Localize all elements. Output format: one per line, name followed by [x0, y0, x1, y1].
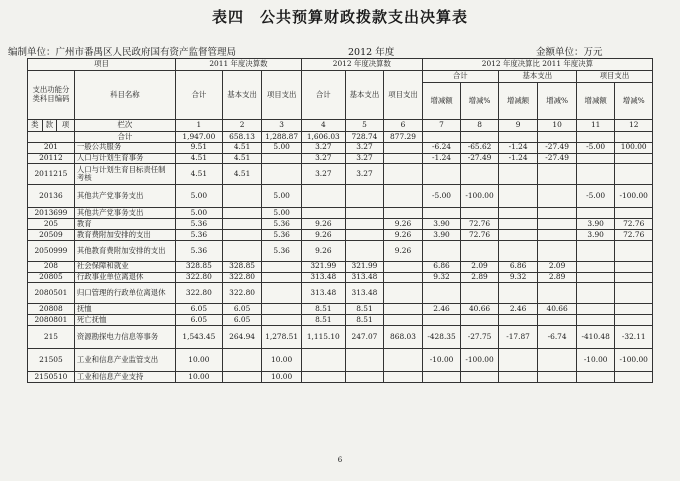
table-row: [28, 315, 653, 326]
value-cell: [384, 304, 423, 315]
table-row: [28, 142, 653, 153]
value-cell: 1,115.10: [301, 325, 345, 348]
value-cell: [576, 315, 615, 326]
value-cell: 6.86: [422, 261, 461, 272]
value-cell: [222, 208, 262, 219]
value-cell: [262, 272, 302, 283]
value-cell: 3.90: [576, 219, 615, 230]
value-cell: 72.76: [461, 229, 498, 240]
value-cell: 5.00: [262, 142, 302, 153]
subject-code: 20509: [28, 229, 75, 240]
value-cell: [461, 283, 498, 304]
value-cell: 3.27: [301, 142, 345, 153]
table-row: [28, 185, 653, 208]
value-cell: 247.07: [345, 325, 384, 348]
value-cell: [384, 208, 423, 219]
value-cell: [384, 315, 423, 326]
table-row: [28, 325, 653, 348]
value-cell: [262, 261, 302, 272]
value-cell: 321.99: [301, 261, 345, 272]
value-cell: [461, 315, 498, 326]
value-cell: 4.51: [175, 164, 222, 185]
subject-code: 20805: [28, 272, 75, 283]
header-prev-year: 2011 年度决算数: [175, 59, 301, 71]
value-cell: -10.00: [576, 348, 615, 371]
header-inc-rate: 增减%: [538, 83, 577, 120]
value-cell: 5.36: [262, 219, 302, 230]
header-project: 项目: [28, 59, 176, 71]
value-cell: 40.66: [538, 304, 577, 315]
header-inc-rate: 增减%: [461, 83, 498, 120]
value-cell: [538, 283, 577, 304]
table-row: [28, 208, 653, 219]
subject-name: 教育费附加安排的支出: [74, 229, 175, 240]
value-cell: 3.27: [345, 142, 384, 153]
value-cell: -100.00: [615, 348, 653, 371]
value-cell: [461, 240, 498, 261]
subject-name: 一般公共服务: [74, 142, 175, 153]
value-cell: [222, 185, 262, 208]
col-num: 1: [175, 120, 222, 132]
value-cell: [576, 153, 615, 164]
fiscal-year: 2012 年度: [348, 47, 395, 58]
value-cell: 10.00: [175, 371, 222, 382]
header-item: 项: [57, 120, 75, 132]
value-cell: [301, 371, 345, 382]
subject-name: 人口与计划生育事务: [74, 153, 175, 164]
value-cell: 8.51: [301, 315, 345, 326]
value-cell: 1,278.51: [262, 325, 302, 348]
subject-name: 资源勘探电力信息等事务: [74, 325, 175, 348]
value-cell: 3.27: [301, 164, 345, 185]
value-cell: 9.26: [301, 219, 345, 230]
table-row: [28, 283, 653, 304]
value-cell: [345, 185, 384, 208]
value-cell: [345, 229, 384, 240]
value-cell: 313.48: [301, 283, 345, 304]
value-cell: [538, 348, 577, 371]
value-cell: [576, 208, 615, 219]
col-num: 7: [422, 120, 461, 132]
value-cell: 2.46: [422, 304, 461, 315]
value-cell: [538, 315, 577, 326]
value-cell: 328.85: [175, 261, 222, 272]
subject-code: 2080501: [28, 283, 75, 304]
value-cell: [498, 371, 538, 382]
value-cell: [498, 164, 538, 185]
subject-name: 工业和信息产业支持: [74, 371, 175, 382]
value-cell: [222, 348, 262, 371]
col-num: 2: [222, 120, 262, 132]
value-cell: -6.24: [422, 142, 461, 153]
value-cell: 40.66: [461, 304, 498, 315]
subject-name: 社会保障和就业: [74, 261, 175, 272]
col-num: 6: [384, 120, 423, 132]
value-cell: 6.05: [175, 304, 222, 315]
value-cell: 5.00: [175, 208, 222, 219]
col-num: 3: [262, 120, 302, 132]
value-cell: 4.51: [222, 142, 262, 153]
value-cell: [262, 304, 302, 315]
header-inc-amt: 增减额: [422, 83, 461, 120]
subject-code: 2080801: [28, 315, 75, 326]
value-cell: [498, 208, 538, 219]
value-cell: 10.00: [175, 348, 222, 371]
value-cell: 868.03: [384, 325, 423, 348]
value-cell: 8.51: [301, 304, 345, 315]
value-cell: [538, 229, 577, 240]
page-title: 表四 公共预算财政拨款支出决算表: [211, 8, 468, 26]
value-cell: [422, 240, 461, 261]
subject-name: 死亡抚恤: [74, 315, 175, 326]
table-row: [28, 240, 653, 261]
value-cell: [345, 208, 384, 219]
value-cell: [422, 208, 461, 219]
value-cell: [538, 240, 577, 261]
value-cell: 72.76: [461, 219, 498, 230]
subject-code: 2050999: [28, 240, 75, 261]
header-subject-name: 科目名称: [74, 71, 175, 120]
subject-name: 其他教育费附加安排的支出: [74, 240, 175, 261]
value-cell: 264.94: [222, 325, 262, 348]
value-cell: 321.99: [345, 261, 384, 272]
value-cell: -17.87: [498, 325, 538, 348]
value-cell: [262, 153, 302, 164]
value-cell: -32.11: [615, 325, 653, 348]
value-cell: 72.76: [615, 229, 653, 240]
value-cell: [615, 208, 653, 219]
value-cell: [615, 371, 653, 382]
value-cell: [262, 315, 302, 326]
value-cell: -1.24: [422, 153, 461, 164]
column-number-row: [28, 120, 653, 132]
value-cell: 9.26: [384, 229, 423, 240]
value-cell: [538, 208, 577, 219]
value-cell: [384, 153, 423, 164]
value-cell: 4.51: [222, 153, 262, 164]
table-row: [28, 164, 653, 185]
value-cell: 322.80: [175, 272, 222, 283]
value-cell: 313.48: [345, 272, 384, 283]
value-cell: 322.80: [175, 283, 222, 304]
value-cell: 3.27: [301, 153, 345, 164]
value-cell: 8.51: [345, 304, 384, 315]
value-cell: [615, 164, 653, 185]
value-cell: 3.90: [422, 219, 461, 230]
subject-code: 2011215: [28, 164, 75, 185]
header-clause: 款: [42, 120, 57, 132]
value-cell: 6.05: [175, 315, 222, 326]
value-cell: [422, 315, 461, 326]
value-cell: 9.51: [175, 142, 222, 153]
value-cell: -10.00: [422, 348, 461, 371]
value-cell: 328.85: [222, 261, 262, 272]
header-cur-proj: 项目支出: [384, 71, 423, 120]
subject-name: 其他共产党事务支出: [74, 208, 175, 219]
subject-code: 20808: [28, 304, 75, 315]
value-cell: [615, 304, 653, 315]
value-cell: -27.49: [538, 153, 577, 164]
table-row: [28, 261, 653, 272]
value-cell: 5.00: [262, 185, 302, 208]
value-cell: -100.00: [615, 185, 653, 208]
header-prev-sum: 合计: [175, 71, 222, 120]
value-cell: [384, 142, 423, 153]
value-cell: 100.00: [615, 142, 653, 153]
value-cell: 3.90: [576, 229, 615, 240]
value-cell: 9.26: [301, 229, 345, 240]
value-cell: [538, 164, 577, 185]
subject-code: 215: [28, 325, 75, 348]
value-cell: [498, 185, 538, 208]
value-cell: 9.32: [498, 272, 538, 283]
value-cell: [222, 219, 262, 230]
value-cell: -1.24: [498, 153, 538, 164]
value-cell: 4.51: [222, 164, 262, 185]
value-cell: 1,543.45: [175, 325, 222, 348]
col-num: 9: [498, 120, 538, 132]
value-cell: [345, 219, 384, 230]
value-cell: [384, 283, 423, 304]
header-inc-amt: 增减额: [576, 83, 615, 120]
subject-code: 201: [28, 142, 75, 153]
subject-name: 归口管理的行政单位离退休: [74, 283, 175, 304]
subject-name: 行政事业单位离退休: [74, 272, 175, 283]
subject-code: 205: [28, 219, 75, 230]
subject-code: 20112: [28, 153, 75, 164]
value-cell: -27.49: [461, 153, 498, 164]
value-cell: [384, 348, 423, 371]
header-comparison: 2012 年度决算比 2011 年度决算: [422, 59, 652, 71]
value-cell: 6.05: [222, 315, 262, 326]
value-cell: [345, 371, 384, 382]
table-row: [28, 219, 653, 230]
value-cell: [576, 272, 615, 283]
amount-unit: 金额单位：万元: [536, 47, 603, 58]
value-cell: [576, 261, 615, 272]
value-cell: 10.00: [262, 371, 302, 382]
table-row: [28, 371, 653, 382]
value-cell: 2.89: [538, 272, 577, 283]
value-cell: [538, 219, 577, 230]
value-cell: -100.00: [461, 185, 498, 208]
header-inc-rate: 增减%: [615, 83, 653, 120]
value-cell: [615, 261, 653, 272]
value-cell: 3.27: [345, 153, 384, 164]
subject-name: 其他共产党事务支出: [74, 185, 175, 208]
value-cell: [301, 208, 345, 219]
subject-name: 抚恤: [74, 304, 175, 315]
value-cell: [615, 315, 653, 326]
value-cell: 5.36: [175, 240, 222, 261]
value-cell: [576, 304, 615, 315]
value-cell: 4.51: [175, 153, 222, 164]
subject-code: 2013699: [28, 208, 75, 219]
value-cell: [498, 348, 538, 371]
col-num: 5: [345, 120, 384, 132]
header-cur-year: 2012 年度决算数: [301, 59, 422, 71]
subject-name: 人口与计划生育目标责任制考核: [74, 164, 175, 185]
value-cell: -1.24: [498, 142, 538, 153]
total-row: 合计 1,947.00 658.13 1,288.87 1,606.03 728.74 877.29: [28, 132, 653, 143]
header-cmp-basic: 基本支出: [498, 71, 576, 83]
page-number: 6: [337, 456, 343, 464]
header-cur-sum: 合计: [301, 71, 345, 120]
value-cell: 6.86: [498, 261, 538, 272]
value-cell: 2.89: [461, 272, 498, 283]
value-cell: [422, 371, 461, 382]
value-cell: [498, 219, 538, 230]
value-cell: 3.27: [345, 164, 384, 185]
value-cell: [422, 283, 461, 304]
value-cell: [576, 240, 615, 261]
value-cell: [538, 371, 577, 382]
value-cell: [422, 164, 461, 185]
value-cell: 9.32: [422, 272, 461, 283]
header-prev-proj: 项目支出: [262, 71, 302, 120]
value-cell: [384, 272, 423, 283]
value-cell: [461, 164, 498, 185]
header-func-code: 支出功能分类科目编码: [28, 71, 75, 120]
value-cell: -428.35: [422, 325, 461, 348]
value-cell: [461, 208, 498, 219]
col-num: 12: [615, 120, 653, 132]
header-kind: 类: [28, 120, 43, 132]
subject-code: 20136: [28, 185, 75, 208]
value-cell: [222, 229, 262, 240]
table-row: [28, 348, 653, 371]
value-cell: 10.00: [262, 348, 302, 371]
value-cell: [615, 153, 653, 164]
header-cmp-sum: 合计: [422, 71, 498, 83]
value-cell: [301, 348, 345, 371]
subject-name: 工业和信息产业监管支出: [74, 348, 175, 371]
value-cell: [498, 229, 538, 240]
value-cell: 2.46: [498, 304, 538, 315]
table-row: [28, 272, 653, 283]
value-cell: [384, 371, 423, 382]
col-num: 8: [461, 120, 498, 132]
value-cell: [461, 371, 498, 382]
col-num: 11: [576, 120, 615, 132]
value-cell: [384, 164, 423, 185]
value-cell: -27.75: [461, 325, 498, 348]
value-cell: 2.09: [461, 261, 498, 272]
table-row: [28, 229, 653, 240]
value-cell: [615, 283, 653, 304]
value-cell: 5.36: [262, 240, 302, 261]
value-cell: 5.36: [175, 229, 222, 240]
subject-code: 208: [28, 261, 75, 272]
subject-code: 21505: [28, 348, 75, 371]
header-cmp-proj: 项目支出: [576, 71, 652, 83]
value-cell: 72.76: [615, 219, 653, 230]
value-cell: 313.48: [345, 283, 384, 304]
value-cell: -100.00: [461, 348, 498, 371]
value-cell: [576, 164, 615, 185]
value-cell: -6.74: [538, 325, 577, 348]
value-cell: [301, 185, 345, 208]
subject-name: 教育: [74, 219, 175, 230]
value-cell: 3.90: [422, 229, 461, 240]
value-cell: [222, 240, 262, 261]
value-cell: 5.00: [262, 208, 302, 219]
value-cell: [576, 371, 615, 382]
value-cell: [576, 283, 615, 304]
value-cell: -410.48: [576, 325, 615, 348]
compiling-unit: 编制单位：广州市番禺区人民政府国有资产监督管理局: [8, 47, 237, 58]
value-cell: -5.00: [576, 142, 615, 153]
value-cell: [222, 371, 262, 382]
value-cell: [498, 240, 538, 261]
value-cell: [384, 185, 423, 208]
value-cell: 6.05: [222, 304, 262, 315]
value-cell: [538, 185, 577, 208]
value-cell: [615, 272, 653, 283]
value-cell: [384, 261, 423, 272]
value-cell: [498, 315, 538, 326]
table-row: [28, 304, 653, 315]
total-label: 合计: [74, 132, 175, 143]
value-cell: 9.26: [384, 240, 423, 261]
value-cell: -5.00: [422, 185, 461, 208]
subject-code: 2150510: [28, 371, 75, 382]
value-cell: 5.36: [175, 219, 222, 230]
value-cell: 9.26: [384, 219, 423, 230]
value-cell: [615, 240, 653, 261]
header-col-label: 栏次: [74, 120, 175, 132]
table-row: [28, 153, 653, 164]
value-cell: -65.62: [461, 142, 498, 153]
header-inc-amt: 增减额: [498, 83, 538, 120]
col-num: 10: [538, 120, 577, 132]
value-cell: 5.36: [262, 229, 302, 240]
value-cell: 322.80: [222, 283, 262, 304]
value-cell: 5.00: [175, 185, 222, 208]
value-cell: 8.51: [345, 315, 384, 326]
value-cell: 322.80: [222, 272, 262, 283]
header-prev-basic: 基本支出: [222, 71, 262, 120]
value-cell: -5.00: [576, 185, 615, 208]
value-cell: 313.48: [301, 272, 345, 283]
header-cur-basic: 基本支出: [345, 71, 384, 120]
value-cell: [345, 240, 384, 261]
value-cell: 2.09: [538, 261, 577, 272]
value-cell: [345, 348, 384, 371]
expenditure-table: [27, 58, 653, 383]
value-cell: 9.26: [301, 240, 345, 261]
value-cell: [262, 283, 302, 304]
value-cell: [262, 164, 302, 185]
value-cell: [498, 283, 538, 304]
value-cell: -27.49: [538, 142, 577, 153]
col-num: 4: [301, 120, 345, 132]
